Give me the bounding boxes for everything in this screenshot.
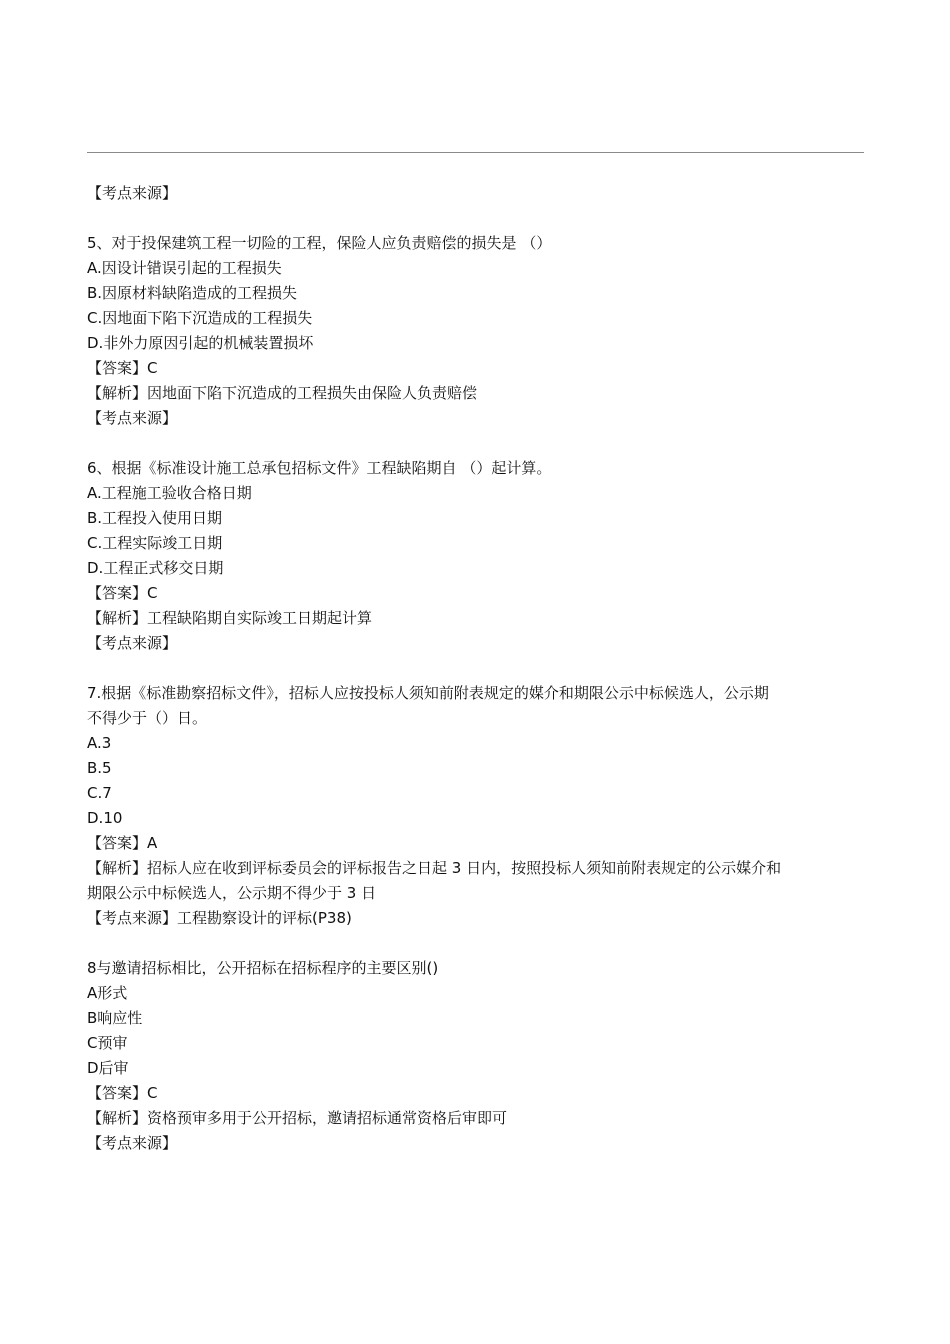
option-c: C.7 bbox=[87, 784, 112, 802]
option-d: D.非外力原因引起的机械装置损坏 bbox=[87, 334, 314, 352]
answer: 【答案】C bbox=[87, 584, 158, 602]
option-d: D.10 bbox=[87, 809, 123, 827]
option-d: D.工程正式移交日期 bbox=[87, 559, 224, 577]
source-label: 【考点来源】 bbox=[87, 409, 178, 427]
source-label: 【考点来源】工程勘察设计的评标(P38) bbox=[87, 909, 352, 927]
spacer bbox=[87, 931, 867, 956]
analysis-line-2: 期限公示中标候选人，公示期不得少于 3 日 bbox=[87, 884, 377, 902]
option-c: C预审 bbox=[87, 1034, 128, 1052]
option-c: C.因地面下陷下沉造成的工程损失 bbox=[87, 309, 313, 327]
question-text: 8与邀请招标相比，公开招标在招标程序的主要区别() bbox=[87, 959, 439, 977]
option-a: A.因设计错误引起的工程损失 bbox=[87, 259, 282, 277]
option-b: B.工程投入使用日期 bbox=[87, 509, 223, 527]
question-text-line-1: 7.根据《标准勘察招标文件》，招标人应按投标人须知前附表规定的媒介和期限公示中标候选人，公示期 bbox=[87, 684, 769, 702]
answer: 【答案】C bbox=[87, 1084, 158, 1102]
source-label: 【考点来源】 bbox=[87, 634, 178, 652]
option-b: B.因原材料缺陷造成的工程损失 bbox=[87, 284, 298, 302]
spacer bbox=[87, 431, 867, 456]
option-c: C.工程实际竣工日期 bbox=[87, 534, 223, 552]
option-a: A形式 bbox=[87, 984, 128, 1002]
analysis-line-1: 【解析】招标人应在收到评标委员会的评标报告之日起 3 日内，按照投标人须知前附表规定的公示媒介和 bbox=[87, 859, 782, 877]
document-body bbox=[87, 181, 867, 1156]
question-text: 5、对于投保建筑工程一切险的工程，保险人应负责赔偿的损失是 （） bbox=[87, 234, 552, 252]
spacer bbox=[87, 656, 867, 681]
question-5 bbox=[87, 231, 867, 431]
question-7 bbox=[87, 681, 867, 931]
question-text: 6、根据《标准设计施工总承包招标文件》工程缺陷期自 （）起计算。 bbox=[87, 459, 552, 477]
analysis: 【解析】资格预审多用于公开招标，邀请招标通常资格后审即可 bbox=[87, 1109, 508, 1127]
spacer bbox=[87, 206, 867, 231]
question-6 bbox=[87, 456, 867, 656]
answer: 【答案】C bbox=[87, 359, 158, 377]
option-a: A.3 bbox=[87, 734, 112, 752]
analysis: 【解析】工程缺陷期自实际竣工日期起计算 bbox=[87, 609, 373, 627]
answer: 【答案】A bbox=[87, 834, 158, 852]
question-text-line-2: 不得少于（）日。 bbox=[87, 709, 208, 727]
header-divider bbox=[87, 152, 864, 153]
option-b: B响应性 bbox=[87, 1009, 143, 1027]
question-8 bbox=[87, 956, 867, 1156]
analysis: 【解析】因地面下陷下沉造成的工程损失由保险人负责赔偿 bbox=[87, 384, 478, 402]
option-a: A.工程施工验收合格日期 bbox=[87, 484, 252, 502]
option-d: D后审 bbox=[87, 1059, 129, 1077]
option-b: B.5 bbox=[87, 759, 112, 777]
source-label: 【考点来源】 bbox=[87, 1134, 178, 1152]
source-label: 【考点来源】 bbox=[87, 184, 178, 202]
